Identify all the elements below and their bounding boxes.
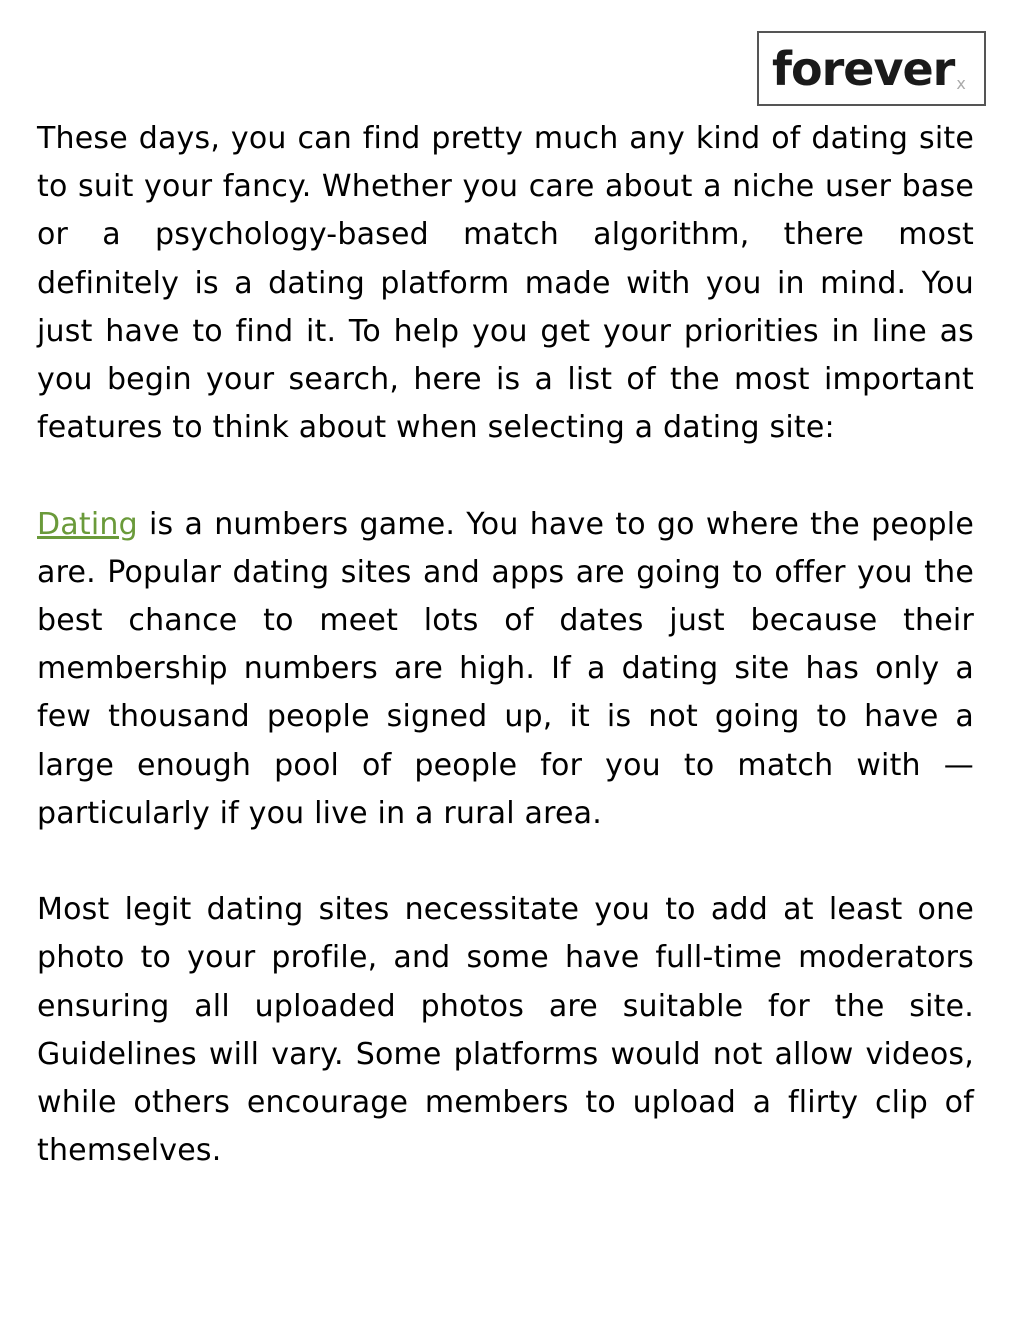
intro-paragraph: These days, you can find pretty much any kind of dating site to suit your fancy. Whether you care about a niche user base or a psychology-based match algorithm, there most definitely is a dating platform made with you in mind. You just have to find it. To help you get your priorities in line as you begin your search, here is a list of the most important features to think about when selecting a dating site: [37, 121, 974, 446]
article-body [37, 115, 974, 1175]
dating-link[interactable]: Dating [37, 506, 138, 542]
forever-logo [757, 31, 986, 106]
logo-suffix: x [956, 74, 966, 93]
logo-word: forever [772, 42, 955, 96]
photos-paragraph: Most legit dating sites necessitate you to add at least one photo to your profile, and some have full-time moderators ensuring all uploaded photos are suitable for the site. Guidelines will vary. Some platforms would not allow videos, while others encourage members to upload a flirty clip of themselves. [37, 892, 974, 1169]
numbers-paragraph-text: is a numbers game. You have to go where the people are. Popular dating sites and apps are going to offer you the best chance to meet lots of dates just because their membership numbers are high. If a dating site has only a few thousand people signed up, it is not going to have a large enough pool of people for you to match with — particularly if you live in a rural area. [37, 506, 974, 831]
numbers-paragraph [37, 501, 974, 838]
